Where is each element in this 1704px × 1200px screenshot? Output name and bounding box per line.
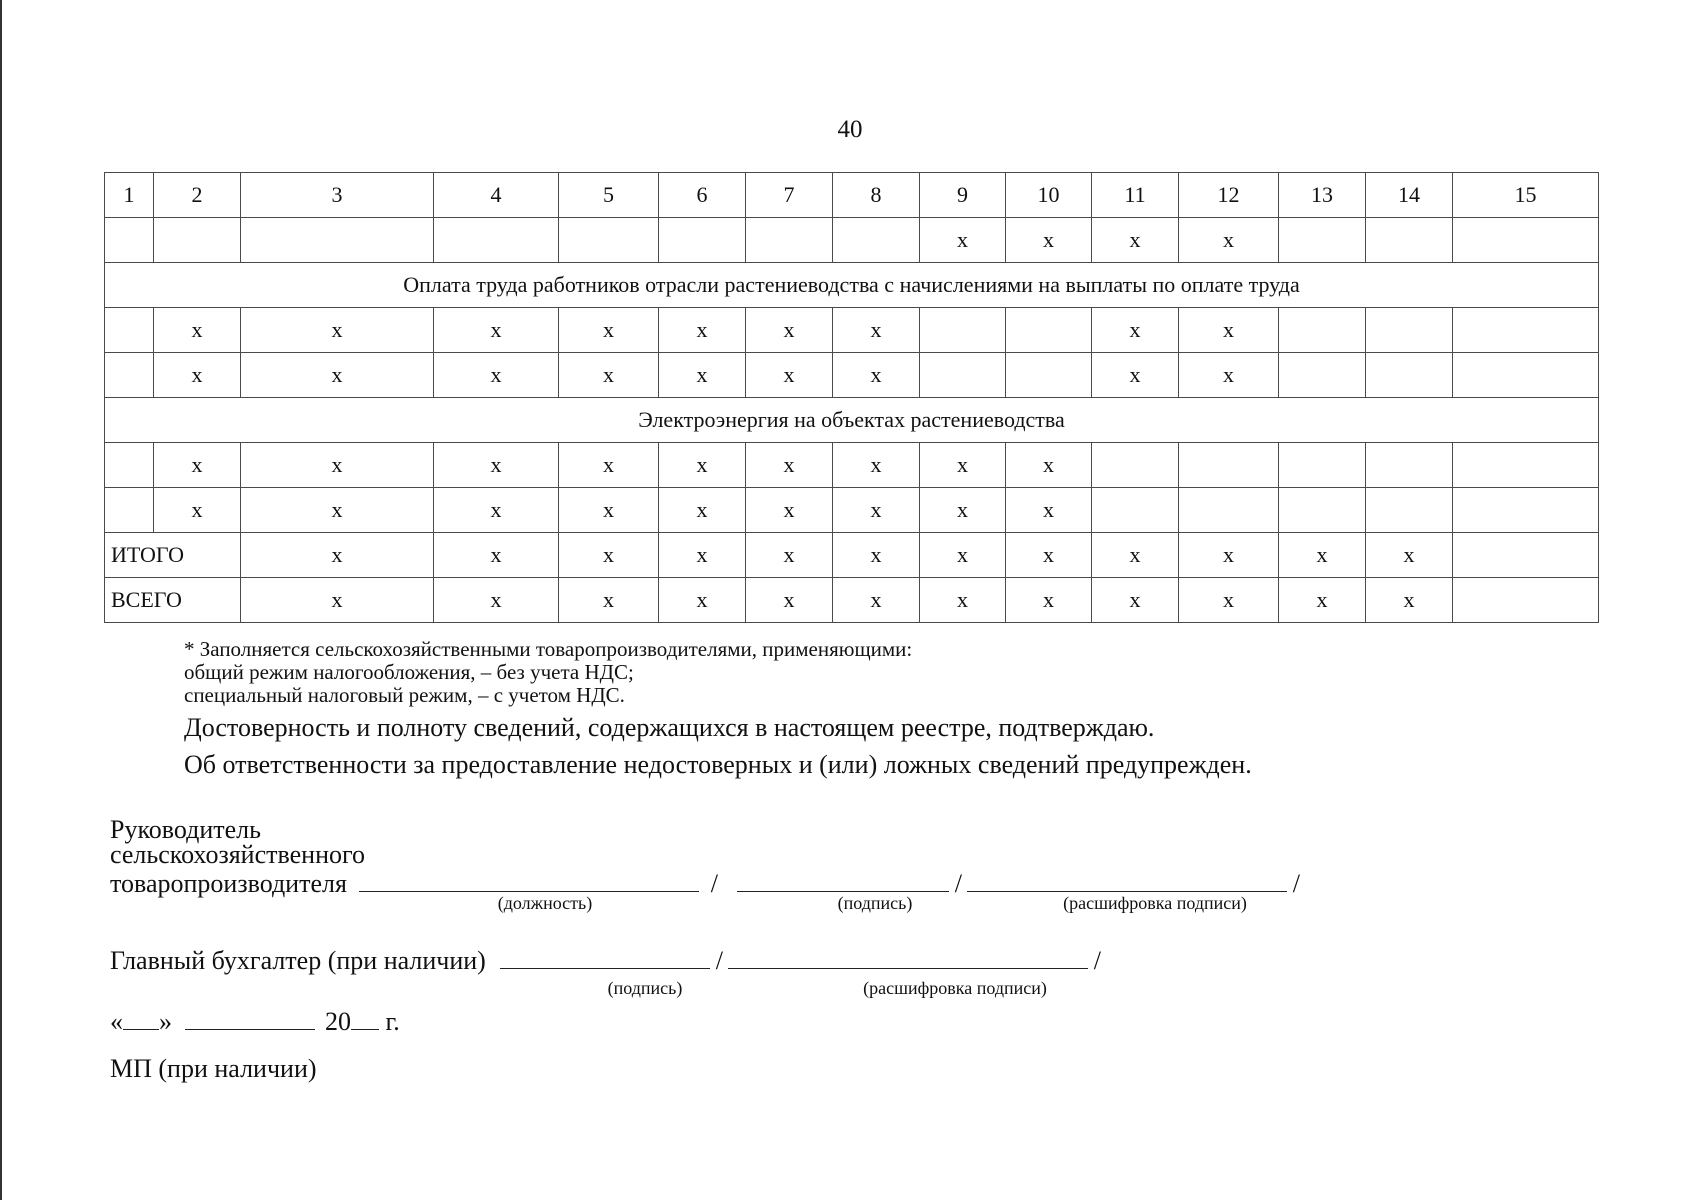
table-cell bbox=[1279, 488, 1366, 533]
table-cell: x bbox=[154, 308, 241, 353]
head-title-line: товаропроизводителя bbox=[110, 869, 347, 898]
head-title-line: Руководитель bbox=[110, 815, 261, 844]
footnote bbox=[184, 638, 912, 707]
chief-signature-caption: (подпись) bbox=[607, 978, 683, 998]
table-cell: x bbox=[154, 488, 241, 533]
head-title-line: сельскохозяйственного bbox=[110, 840, 365, 869]
column-number-row bbox=[105, 173, 1599, 218]
table-cell: x bbox=[1092, 578, 1179, 623]
table-cell: x bbox=[746, 443, 833, 488]
section-row bbox=[105, 263, 1599, 308]
table-cell: x bbox=[746, 308, 833, 353]
date-open-quote: « bbox=[110, 1007, 123, 1036]
table-cell: x bbox=[1006, 218, 1092, 263]
table-cell: x bbox=[434, 353, 559, 398]
table-cell: x bbox=[746, 353, 833, 398]
table-cell: x bbox=[241, 578, 434, 623]
table-cell bbox=[105, 308, 154, 353]
total-row bbox=[105, 533, 1599, 578]
table-cell: x bbox=[559, 443, 659, 488]
table-cell: x bbox=[241, 488, 434, 533]
table-cell: x bbox=[1006, 533, 1092, 578]
table-cell: x bbox=[920, 443, 1006, 488]
table-cell: x bbox=[833, 443, 920, 488]
table-cell bbox=[1366, 218, 1453, 263]
table-cell: x bbox=[1006, 443, 1092, 488]
table-cell bbox=[105, 488, 154, 533]
year-prefix: 20 bbox=[325, 1007, 351, 1036]
head-signature-field[interactable] bbox=[737, 867, 949, 892]
table-cell bbox=[1453, 533, 1599, 578]
separator-slash: / bbox=[710, 869, 719, 898]
day-field[interactable] bbox=[123, 1005, 159, 1030]
year-suffix: г. bbox=[385, 1007, 400, 1036]
table-cell: 5 bbox=[559, 173, 659, 218]
table-cell: x bbox=[746, 488, 833, 533]
table-cell: 14 bbox=[1366, 173, 1453, 218]
table-cell: x bbox=[559, 308, 659, 353]
table-cell bbox=[1279, 218, 1366, 263]
table-cell bbox=[1366, 443, 1453, 488]
chief-signature-decoding-field[interactable] bbox=[728, 944, 1088, 969]
table-cell bbox=[833, 218, 920, 263]
table-cell: 8 bbox=[833, 173, 920, 218]
table-cell bbox=[1279, 443, 1366, 488]
table-cell: x bbox=[833, 353, 920, 398]
table-cell: 2 bbox=[154, 173, 241, 218]
table-cell: 9 bbox=[920, 173, 1006, 218]
month-field[interactable] bbox=[185, 1005, 315, 1030]
table-cell: x bbox=[1092, 353, 1179, 398]
table-cell bbox=[241, 218, 434, 263]
table-cell: x bbox=[1006, 488, 1092, 533]
table-cell: x bbox=[1092, 308, 1179, 353]
head-signature-block bbox=[110, 817, 1305, 896]
table-cell: x bbox=[1279, 578, 1366, 623]
table-cell: x bbox=[920, 488, 1006, 533]
table-cell bbox=[154, 218, 241, 263]
table-cell bbox=[559, 218, 659, 263]
table-row bbox=[105, 353, 1599, 398]
table-cell: 12 bbox=[1179, 173, 1279, 218]
table-cell: x bbox=[434, 533, 559, 578]
section-row bbox=[105, 398, 1599, 443]
confirmation-statement: Достоверность и полноту сведений, содержащихся в настоящем реестре, подтверждаю. bbox=[184, 713, 1155, 742]
table-cell bbox=[1092, 443, 1179, 488]
position-caption: (должность) bbox=[497, 893, 593, 913]
total-label: ИТОГО bbox=[105, 533, 241, 578]
footnote-line: * Заполняется сельскохозяйственными товаропроизводителями, применяющими: bbox=[184, 637, 913, 661]
table-cell: 15 bbox=[1453, 173, 1599, 218]
date-close-quote: » bbox=[159, 1007, 172, 1036]
table-cell: x bbox=[920, 533, 1006, 578]
table-cell: x bbox=[920, 578, 1006, 623]
separator-slash: / bbox=[954, 869, 963, 898]
table-cell: x bbox=[659, 578, 746, 623]
table-cell: 1 bbox=[105, 173, 154, 218]
table-cell bbox=[1366, 353, 1453, 398]
table-cell: x bbox=[241, 443, 434, 488]
table-cell bbox=[1006, 308, 1092, 353]
table-cell bbox=[1279, 308, 1366, 353]
table-cell bbox=[920, 308, 1006, 353]
table-cell: x bbox=[154, 443, 241, 488]
table-cell bbox=[105, 218, 154, 263]
table-row bbox=[105, 488, 1599, 533]
footnote-line: специальный налоговый режим, – с учетом НДС. bbox=[184, 683, 625, 707]
table-cell bbox=[434, 218, 559, 263]
chief-decoding-caption: (расшифровка подписи) bbox=[863, 978, 1047, 998]
table-cell: x bbox=[1366, 533, 1453, 578]
table-cell bbox=[1279, 353, 1366, 398]
separator-slash: / bbox=[1093, 946, 1101, 975]
table-cell: x bbox=[920, 218, 1006, 263]
table-cell: x bbox=[1179, 353, 1279, 398]
section-title: Электроэнергия на объектах растениеводства bbox=[105, 398, 1599, 443]
table-cell bbox=[1453, 218, 1599, 263]
table-cell bbox=[1453, 488, 1599, 533]
table-cell: x bbox=[241, 533, 434, 578]
table-cell: x bbox=[659, 353, 746, 398]
table-cell: 4 bbox=[434, 173, 559, 218]
table-cell: x bbox=[434, 578, 559, 623]
table-cell: x bbox=[833, 533, 920, 578]
table-cell: x bbox=[559, 353, 659, 398]
table-cell: x bbox=[746, 578, 833, 623]
table-cell: x bbox=[559, 533, 659, 578]
table-cell: x bbox=[559, 578, 659, 623]
table-cell: x bbox=[659, 443, 746, 488]
table-cell: x bbox=[559, 488, 659, 533]
table-cell bbox=[1453, 443, 1599, 488]
date-line bbox=[110, 1005, 400, 1037]
table-cell: x bbox=[1179, 533, 1279, 578]
head-decoding-caption: (расшифровка подписи) bbox=[1063, 893, 1247, 913]
table-cell: x bbox=[434, 488, 559, 533]
table-cell bbox=[105, 443, 154, 488]
table-cell bbox=[746, 218, 833, 263]
table-cell bbox=[1179, 488, 1279, 533]
table-cell bbox=[1179, 443, 1279, 488]
table-cell bbox=[1453, 578, 1599, 623]
head-signature-caption: (подпись) bbox=[837, 893, 913, 913]
table-cell: x bbox=[1092, 218, 1179, 263]
table-cell: x bbox=[241, 308, 434, 353]
table-cell: x bbox=[833, 308, 920, 353]
table-row bbox=[105, 443, 1599, 488]
register-table bbox=[104, 172, 1599, 623]
table-cell: x bbox=[833, 488, 920, 533]
year-field[interactable] bbox=[351, 1005, 379, 1030]
table-cell bbox=[659, 218, 746, 263]
table-cell: x bbox=[833, 578, 920, 623]
table-cell bbox=[1006, 353, 1092, 398]
position-field[interactable] bbox=[359, 867, 699, 892]
table-cell: x bbox=[659, 533, 746, 578]
table-cell: x bbox=[659, 308, 746, 353]
table-cell: x bbox=[241, 353, 434, 398]
table-row bbox=[105, 218, 1599, 263]
table-cell: x bbox=[154, 353, 241, 398]
table-cell bbox=[1453, 308, 1599, 353]
chief-accountant-label: Главный бухгалтер (при наличии) bbox=[110, 946, 486, 975]
table-cell bbox=[920, 353, 1006, 398]
table-cell: 3 bbox=[241, 173, 434, 218]
table-cell bbox=[1453, 353, 1599, 398]
section-title: Оплата труда работников отрасли растениеводства с начислениями на выплаты по оплате труда bbox=[105, 263, 1599, 308]
page-edge bbox=[0, 0, 2, 1200]
table-cell: x bbox=[1279, 533, 1366, 578]
table-cell: 7 bbox=[746, 173, 833, 218]
table-cell: 11 bbox=[1092, 173, 1179, 218]
table-cell bbox=[105, 353, 154, 398]
stamp-label: МП (при наличии) bbox=[110, 1054, 317, 1083]
table-cell: x bbox=[434, 443, 559, 488]
head-signature-decoding-field[interactable] bbox=[967, 867, 1287, 892]
separator-slash: / bbox=[1292, 869, 1301, 898]
table-cell: 10 bbox=[1006, 173, 1092, 218]
table-cell bbox=[1366, 488, 1453, 533]
table-cell bbox=[1366, 308, 1453, 353]
table-cell: x bbox=[746, 533, 833, 578]
total-label: ВСЕГО bbox=[105, 578, 241, 623]
table-body bbox=[105, 173, 1599, 623]
table-cell: x bbox=[1179, 218, 1279, 263]
page-number: 40 bbox=[837, 116, 863, 143]
table-cell bbox=[1092, 488, 1179, 533]
table-cell: x bbox=[1006, 578, 1092, 623]
chief-signature-field[interactable] bbox=[500, 944, 710, 969]
footnote-line: общий режим налогообложения, – без учета НДС; bbox=[184, 660, 634, 684]
table-cell: x bbox=[434, 308, 559, 353]
table-cell: 13 bbox=[1279, 173, 1366, 218]
table-cell: x bbox=[1092, 533, 1179, 578]
table-cell: x bbox=[1179, 308, 1279, 353]
table-cell: 6 bbox=[659, 173, 746, 218]
separator-slash: / bbox=[715, 946, 723, 975]
table-row bbox=[105, 308, 1599, 353]
table-cell: x bbox=[1366, 578, 1453, 623]
table-cell: x bbox=[1179, 578, 1279, 623]
chief-accountant-line bbox=[110, 944, 1106, 976]
total-row bbox=[105, 578, 1599, 623]
table-cell: x bbox=[659, 488, 746, 533]
liability-statement: Об ответственности за предоставление недостоверных и (или) ложных сведений предупрежден. bbox=[184, 750, 1252, 779]
